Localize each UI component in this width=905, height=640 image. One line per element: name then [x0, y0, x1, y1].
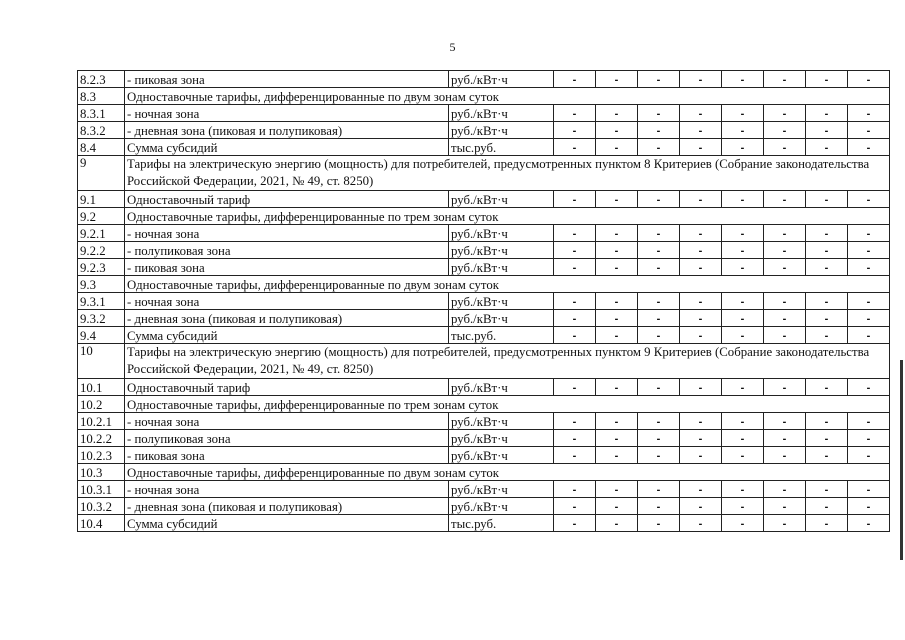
value-cell: - — [554, 191, 596, 208]
row-number-cell: 9.2 — [78, 208, 125, 225]
value-cell: - — [680, 225, 722, 242]
value-cell: - — [680, 191, 722, 208]
row-number-cell: 10.2.3 — [78, 447, 125, 464]
value-cell: - — [596, 225, 638, 242]
value-cell: - — [848, 413, 890, 430]
table-row — [78, 310, 890, 327]
unit-cell: руб./кВт·ч — [449, 447, 554, 464]
value-cell: - — [596, 122, 638, 139]
value-cell: - — [554, 447, 596, 464]
value-cell: - — [554, 310, 596, 327]
row-label-cell: - пиковая зона — [125, 447, 449, 464]
unit-cell: руб./кВт·ч — [449, 293, 554, 310]
page-number: 5 — [449, 40, 456, 54]
row-number-cell: 10.2 — [78, 396, 125, 413]
table-row — [78, 71, 890, 88]
value-cell: - — [848, 498, 890, 515]
row-number-cell: 8.3.2 — [78, 122, 125, 139]
row-label-cell: - дневная зона (пиковая и полупиковая) — [125, 310, 449, 327]
value-cell: - — [848, 293, 890, 310]
unit-cell: тыс.руб. — [449, 515, 554, 532]
row-label-cell: - ночная зона — [125, 481, 449, 498]
table-row — [78, 156, 890, 191]
value-cell: - — [764, 139, 806, 156]
value-cell: - — [554, 242, 596, 259]
table-row — [78, 293, 890, 310]
row-number-cell: 8.3.1 — [78, 105, 125, 122]
row-number-cell: 9 — [78, 156, 125, 191]
table-row — [78, 276, 890, 293]
value-cell: - — [638, 447, 680, 464]
row-number-cell: 10.1 — [78, 379, 125, 396]
row-number-cell: 8.2.3 — [78, 71, 125, 88]
table-row — [78, 259, 890, 276]
value-cell: - — [680, 515, 722, 532]
value-cell: - — [638, 327, 680, 344]
row-label-cell: - дневная зона (пиковая и полупиковая) — [125, 498, 449, 515]
value-cell: - — [848, 191, 890, 208]
value-cell: - — [806, 430, 848, 447]
value-cell: - — [554, 122, 596, 139]
table-row — [78, 344, 890, 379]
row-number-cell: 9.2.1 — [78, 225, 125, 242]
unit-cell: руб./кВт·ч — [449, 430, 554, 447]
unit-cell: руб./кВт·ч — [449, 242, 554, 259]
value-cell: - — [554, 379, 596, 396]
row-label-cell: Сумма субсидий — [125, 515, 449, 532]
value-cell: - — [680, 122, 722, 139]
row-number-cell: 9.2.2 — [78, 242, 125, 259]
value-cell: - — [806, 122, 848, 139]
table-row — [78, 464, 890, 481]
value-cell: - — [554, 481, 596, 498]
value-cell: - — [806, 105, 848, 122]
value-cell: - — [554, 430, 596, 447]
value-cell: - — [596, 515, 638, 532]
value-cell: - — [638, 413, 680, 430]
row-number-cell: 9.4 — [78, 327, 125, 344]
value-cell: - — [764, 447, 806, 464]
row-label-cell: Одноставочный тариф — [125, 379, 449, 396]
value-cell: - — [848, 447, 890, 464]
value-cell: - — [722, 71, 764, 88]
table-row — [78, 498, 890, 515]
unit-cell: руб./кВт·ч — [449, 105, 554, 122]
value-cell: - — [722, 225, 764, 242]
value-cell: - — [554, 139, 596, 156]
unit-cell: руб./кВт·ч — [449, 498, 554, 515]
value-cell: - — [680, 413, 722, 430]
value-cell: - — [554, 413, 596, 430]
row-label-cell: - пиковая зона — [125, 259, 449, 276]
value-cell: - — [848, 139, 890, 156]
value-cell: - — [596, 191, 638, 208]
row-label-cell: Сумма субсидий — [125, 139, 449, 156]
value-cell: - — [596, 71, 638, 88]
value-cell: - — [680, 71, 722, 88]
row-number-cell: 10.2.2 — [78, 430, 125, 447]
value-cell: - — [554, 259, 596, 276]
value-cell: - — [680, 310, 722, 327]
value-cell: - — [764, 242, 806, 259]
value-cell: - — [722, 105, 764, 122]
value-cell: - — [806, 225, 848, 242]
value-cell: - — [554, 225, 596, 242]
row-label-cell: Одноставочный тариф — [125, 191, 449, 208]
value-cell: - — [848, 379, 890, 396]
value-cell: - — [596, 327, 638, 344]
table-row — [78, 447, 890, 464]
table-row — [78, 379, 890, 396]
value-cell: - — [596, 447, 638, 464]
unit-cell: руб./кВт·ч — [449, 122, 554, 139]
value-cell: - — [848, 310, 890, 327]
value-cell: - — [596, 481, 638, 498]
value-cell: - — [638, 191, 680, 208]
value-cell: - — [722, 122, 764, 139]
value-cell: - — [722, 139, 764, 156]
value-cell: - — [638, 242, 680, 259]
value-cell: - — [764, 225, 806, 242]
row-number-cell: 8.3 — [78, 88, 125, 105]
value-cell: - — [848, 242, 890, 259]
value-cell: - — [554, 498, 596, 515]
row-label-cell: - пиковая зона — [125, 71, 449, 88]
value-cell: - — [764, 430, 806, 447]
value-cell: - — [806, 481, 848, 498]
row-label-cell: Тарифы на электрическую энергию (мощность) для потребителей, предусмотренных пунктом 8 Критериев (Собрание законодательства Российской Федерации, 2021, № 49, ст. 8250) — [125, 156, 890, 191]
unit-cell: руб./кВт·ч — [449, 191, 554, 208]
value-cell: - — [764, 327, 806, 344]
table-row — [78, 396, 890, 413]
value-cell: - — [680, 379, 722, 396]
row-label-cell: Одноставочные тарифы, дифференцированные по трем зонам суток — [125, 396, 890, 413]
unit-cell: руб./кВт·ч — [449, 310, 554, 327]
row-label-cell: - дневная зона (пиковая и полупиковая) — [125, 122, 449, 139]
table-row — [78, 122, 890, 139]
value-cell: - — [848, 327, 890, 344]
value-cell: - — [848, 105, 890, 122]
value-cell: - — [596, 105, 638, 122]
value-cell: - — [680, 242, 722, 259]
value-cell: - — [596, 498, 638, 515]
value-cell: - — [638, 225, 680, 242]
unit-cell: руб./кВт·ч — [449, 71, 554, 88]
value-cell: - — [554, 71, 596, 88]
value-cell: - — [764, 481, 806, 498]
value-cell: - — [680, 327, 722, 344]
row-number-cell: 9.3 — [78, 276, 125, 293]
value-cell: - — [680, 105, 722, 122]
value-cell: - — [722, 515, 764, 532]
value-cell: - — [722, 310, 764, 327]
unit-cell: руб./кВт·ч — [449, 225, 554, 242]
table-row — [78, 225, 890, 242]
table-row — [78, 88, 890, 105]
value-cell: - — [806, 447, 848, 464]
value-cell: - — [848, 515, 890, 532]
unit-cell: руб./кВт·ч — [449, 413, 554, 430]
value-cell: - — [806, 139, 848, 156]
value-cell: - — [764, 293, 806, 310]
value-cell: - — [554, 293, 596, 310]
value-cell: - — [638, 481, 680, 498]
row-number-cell: 9.2.3 — [78, 259, 125, 276]
row-number-cell: 9.1 — [78, 191, 125, 208]
value-cell: - — [680, 481, 722, 498]
value-cell: - — [764, 515, 806, 532]
unit-cell: руб./кВт·ч — [449, 481, 554, 498]
value-cell: - — [596, 259, 638, 276]
value-cell: - — [806, 191, 848, 208]
row-label-cell: - полупиковая зона — [125, 430, 449, 447]
value-cell: - — [680, 430, 722, 447]
value-cell: - — [638, 105, 680, 122]
value-cell: - — [638, 71, 680, 88]
value-cell: - — [848, 225, 890, 242]
tariff-table-body — [78, 71, 890, 532]
value-cell: - — [722, 191, 764, 208]
value-cell: - — [554, 105, 596, 122]
value-cell: - — [722, 327, 764, 344]
value-cell: - — [848, 122, 890, 139]
unit-cell: тыс.руб. — [449, 139, 554, 156]
value-cell: - — [806, 71, 848, 88]
row-label-cell: - ночная зона — [125, 105, 449, 122]
value-cell: - — [848, 71, 890, 88]
value-cell: - — [722, 481, 764, 498]
value-cell: - — [680, 447, 722, 464]
value-cell: - — [596, 413, 638, 430]
row-label-cell: Одноставочные тарифы, дифференцированные по двум зонам суток — [125, 276, 890, 293]
value-cell: - — [638, 379, 680, 396]
value-cell: - — [764, 498, 806, 515]
value-cell: - — [764, 259, 806, 276]
row-number-cell: 8.4 — [78, 139, 125, 156]
value-cell: - — [638, 122, 680, 139]
table-row — [78, 327, 890, 344]
row-number-cell: 9.3.1 — [78, 293, 125, 310]
unit-cell: руб./кВт·ч — [449, 259, 554, 276]
unit-cell: тыс.руб. — [449, 327, 554, 344]
value-cell: - — [596, 379, 638, 396]
value-cell: - — [722, 498, 764, 515]
row-number-cell: 10.3 — [78, 464, 125, 481]
value-cell: - — [722, 413, 764, 430]
value-cell: - — [638, 430, 680, 447]
value-cell: - — [722, 379, 764, 396]
value-cell: - — [848, 259, 890, 276]
row-number-cell: 10.3.1 — [78, 481, 125, 498]
table-row — [78, 481, 890, 498]
value-cell: - — [596, 242, 638, 259]
value-cell: - — [806, 498, 848, 515]
row-number-cell: 10.2.1 — [78, 413, 125, 430]
value-cell: - — [764, 191, 806, 208]
unit-cell: руб./кВт·ч — [449, 379, 554, 396]
value-cell: - — [722, 259, 764, 276]
value-cell: - — [596, 139, 638, 156]
value-cell: - — [806, 379, 848, 396]
value-cell: - — [722, 293, 764, 310]
row-label-cell: Тарифы на электрическую энергию (мощность) для потребителей, предусмотренных пунктом 9 Критериев (Собрание законодательства Российской Федерации, 2021, № 49, ст. 8250) — [125, 344, 890, 379]
value-cell: - — [596, 293, 638, 310]
value-cell: - — [638, 515, 680, 532]
table-row — [78, 430, 890, 447]
row-number-cell: 10.4 — [78, 515, 125, 532]
value-cell: - — [680, 293, 722, 310]
table-row — [78, 208, 890, 225]
row-label-cell: Одноставочные тарифы, дифференцированные по трем зонам суток — [125, 208, 890, 225]
value-cell: - — [806, 293, 848, 310]
value-cell: - — [806, 310, 848, 327]
value-cell: - — [764, 379, 806, 396]
value-cell: - — [680, 259, 722, 276]
row-label-cell: - полупиковая зона — [125, 242, 449, 259]
value-cell: - — [764, 105, 806, 122]
value-cell: - — [596, 430, 638, 447]
row-number-cell: 9.3.2 — [78, 310, 125, 327]
value-cell: - — [722, 447, 764, 464]
value-cell: - — [638, 498, 680, 515]
value-cell: - — [848, 430, 890, 447]
row-label-cell: - ночная зона — [125, 293, 449, 310]
value-cell: - — [638, 139, 680, 156]
value-cell: - — [638, 310, 680, 327]
table-row — [78, 191, 890, 208]
row-label-cell: - ночная зона — [125, 413, 449, 430]
row-label-cell: Сумма субсидий — [125, 327, 449, 344]
value-cell: - — [764, 310, 806, 327]
row-number-cell: 10 — [78, 344, 125, 379]
value-cell: - — [554, 327, 596, 344]
value-cell: - — [680, 139, 722, 156]
value-cell: - — [806, 242, 848, 259]
value-cell: - — [680, 498, 722, 515]
value-cell: - — [764, 413, 806, 430]
value-cell: - — [848, 481, 890, 498]
row-label-cell: Одноставочные тарифы, дифференцированные по двум зонам суток — [125, 88, 890, 105]
row-label-cell: Одноставочные тарифы, дифференцированные по двум зонам суток — [125, 464, 890, 481]
value-cell: - — [596, 310, 638, 327]
value-cell: - — [722, 242, 764, 259]
value-cell: - — [722, 430, 764, 447]
table-row — [78, 242, 890, 259]
value-cell: - — [806, 515, 848, 532]
scan-edge-mark — [900, 360, 903, 560]
value-cell: - — [764, 71, 806, 88]
value-cell: - — [554, 515, 596, 532]
value-cell: - — [806, 413, 848, 430]
value-cell: - — [638, 259, 680, 276]
table-row — [78, 413, 890, 430]
table-row — [78, 139, 890, 156]
row-label-cell: - ночная зона — [125, 225, 449, 242]
value-cell: - — [638, 293, 680, 310]
table-row — [78, 515, 890, 532]
row-number-cell: 10.3.2 — [78, 498, 125, 515]
value-cell: - — [764, 122, 806, 139]
table-row — [78, 105, 890, 122]
value-cell: - — [806, 259, 848, 276]
tariff-table — [77, 70, 890, 532]
value-cell: - — [806, 327, 848, 344]
